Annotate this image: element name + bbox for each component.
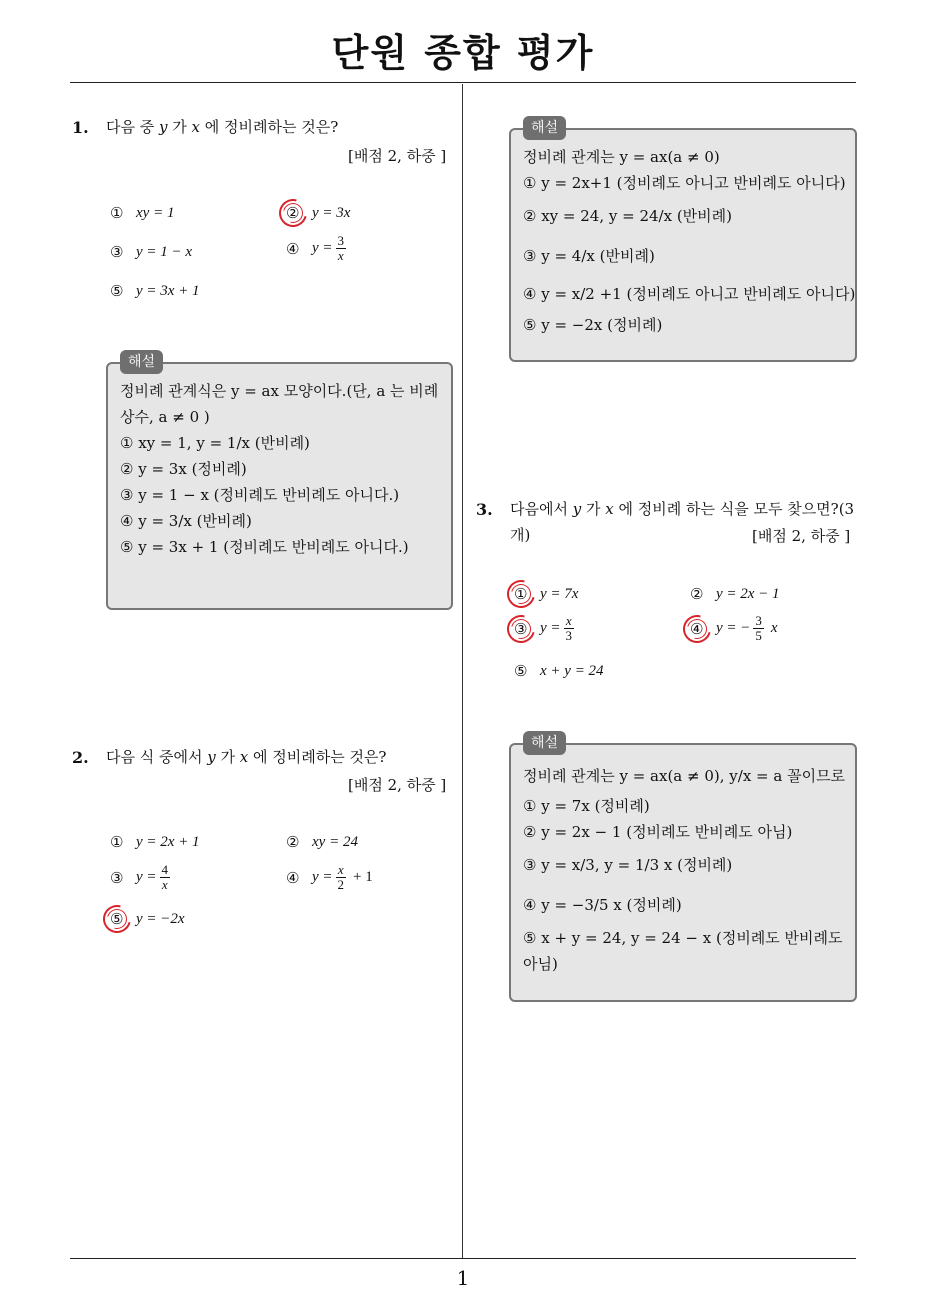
solution-tag: 해설 — [523, 116, 566, 140]
choice-4[interactable] — [286, 863, 373, 892]
solution-tag: 해설 — [120, 350, 163, 374]
choice-number: ⑤ — [110, 282, 124, 300]
solution-line: ③ y = 4/x (반비례) — [523, 247, 655, 265]
solution-line: ② y = 2x − 1 (정비례도 반비례도 아님) — [523, 823, 793, 841]
choice-number: ⑤ — [514, 662, 528, 680]
solution-box — [509, 120, 857, 362]
solution-line: ① y = 7x (정비례) — [523, 797, 650, 815]
fraction: $\frac{x}{3}$ — [565, 613, 573, 643]
choice-5[interactable] — [110, 910, 185, 928]
choice-number: ④ — [286, 868, 300, 887]
choice-4[interactable] — [690, 614, 778, 643]
question-text: 다음 식 중에서 𝑦 가 𝑥 에 정비례하는 것은? — [106, 748, 387, 766]
answer-mark-icon — [98, 900, 136, 938]
solution-line: ③ y = x/3, y = 1/3 x (정비례) — [523, 856, 733, 874]
solution-line: ④ y = x/2 +1 (정비례도 아니고 반비례도 아니다) — [523, 285, 856, 303]
choice-number: ② — [286, 833, 300, 851]
page-title: 단원 종합 평가 — [331, 31, 595, 75]
answer-mark-icon — [274, 194, 312, 232]
choice-equation-prefix: y = — [312, 240, 333, 256]
choice-number: ① — [110, 204, 124, 222]
choice-2[interactable] — [286, 204, 350, 222]
choice-1[interactable] — [110, 204, 174, 222]
solution-line: ⑤ x + y = 24, y = 24 − x (정비례도 반비례도 — [523, 929, 843, 947]
question-number: 2. — [72, 748, 89, 767]
choice-number: ④ — [286, 239, 300, 258]
answer-mark-icon — [502, 609, 540, 647]
choice-equation: x + y = 24 — [540, 662, 604, 679]
solution-box — [509, 735, 857, 1002]
choice-equation: y = −2x — [136, 910, 185, 927]
solution-tag: 해설 — [523, 731, 566, 755]
answer-mark-icon — [678, 609, 716, 647]
choice-number: ① — [514, 585, 536, 603]
choice-5[interactable] — [110, 282, 200, 300]
question-meta: [배점 2, 하중 ] — [752, 527, 851, 545]
choice-number: ② — [286, 204, 308, 222]
solution-line: ② y = 3x (정비례) — [120, 460, 247, 478]
choice-number: ③ — [110, 868, 124, 887]
solution-line: 정비례 관계식은 y = ax 모양이다.(단, a 는 비례 — [120, 382, 439, 400]
choice-1[interactable] — [514, 585, 578, 603]
choice-2[interactable] — [690, 585, 780, 603]
fraction: $\frac{3}{5}$ — [755, 613, 762, 643]
solution-box — [106, 354, 453, 610]
choice-equation-prefix: y = − — [716, 620, 751, 636]
choice-number: ③ — [110, 243, 124, 261]
solution-line: 정비례 관계는 y = ax(a ≠ 0) — [523, 148, 720, 166]
choice-3[interactable] — [110, 243, 192, 261]
solution-line: ⑤ y = 3x + 1 (정비례도 반비례도 아니다.) — [120, 538, 409, 556]
choice-number: ① — [110, 833, 124, 851]
choice-equation-prefix: y = — [312, 869, 333, 885]
choice-2[interactable] — [286, 833, 358, 851]
choice-equation-suffix: x — [770, 620, 778, 636]
solution-line: ① y = 2x+1 (정비례도 아니고 반비례도 아니다) — [523, 174, 846, 192]
page-number: 1 — [456, 1266, 470, 1290]
question-meta: [배점 2, 하중 ] — [348, 147, 447, 165]
choice-4[interactable] — [286, 234, 349, 263]
choice-equation: y = 2x − 1 — [716, 585, 780, 602]
column-divider — [462, 84, 463, 1259]
choice-equation: y = 7x — [540, 585, 579, 602]
choice-equation-prefix: y = — [136, 869, 157, 885]
choice-equation: y = 3x + 1 — [136, 282, 200, 299]
choice-equation: y = 2x + 1 — [136, 833, 200, 850]
choice-equation: y = 1 − x — [136, 243, 193, 260]
solution-line: ③ y = 1 − x (정비례도 반비례도 아니다.) — [120, 486, 400, 504]
choice-number: ⑤ — [110, 910, 132, 928]
fraction: $\frac{3}{x}$ — [337, 233, 345, 263]
choice-1[interactable] — [110, 833, 200, 851]
solution-line: ② xy = 24, y = 24/x (반비례) — [523, 207, 732, 225]
choice-3[interactable] — [514, 614, 577, 643]
fraction: $\frac{4}{x}$ — [161, 862, 169, 892]
footer-rule — [70, 1258, 856, 1259]
solution-line: 상수, a ≠ 0 ) — [120, 408, 210, 426]
choice-equation: xy = 1 — [136, 204, 175, 221]
choice-5[interactable] — [514, 662, 604, 680]
header-rule — [70, 82, 856, 83]
question-number: 1. — [72, 118, 89, 137]
choice-number: ③ — [514, 620, 536, 638]
choice-equation: y = 3x — [312, 204, 351, 221]
question-text-line: 다음에서 𝑦 가 𝑥 에 정비례 하는 식을 모두 찾으면?(3 — [510, 500, 855, 518]
question-text-line: 개) — [510, 526, 531, 544]
choice-equation-suffix: + 1 — [353, 869, 373, 885]
answer-mark-icon — [502, 575, 540, 613]
solution-line: ④ y = −3/5 x (정비례) — [523, 896, 682, 914]
choice-equation: xy = 24 — [312, 833, 358, 850]
choice-number: ② — [690, 585, 704, 603]
question-meta: [배점 2, 하중 ] — [348, 776, 447, 794]
solution-line: ④ y = 3/x (반비례) — [120, 512, 252, 530]
question-number: 3. — [476, 500, 493, 519]
solution-line: 아님) — [523, 955, 558, 973]
solution-line: 정비례 관계는 y = ax(a ≠ 0), y/x = a 꼴이므로 — [523, 767, 846, 785]
solution-line: ⑤ y = −2x (정비례) — [523, 316, 663, 334]
choice-equation-prefix: y = — [540, 620, 561, 636]
fraction: $\frac{x}{2}$ — [337, 862, 345, 892]
question-text: 다음 중 𝑦 가 𝑥 에 정비례하는 것은? — [106, 118, 339, 136]
choice-number: ④ — [690, 620, 712, 638]
solution-line: ① xy = 1, y = 1/x (반비례) — [120, 434, 310, 452]
choice-3[interactable] — [110, 863, 173, 892]
